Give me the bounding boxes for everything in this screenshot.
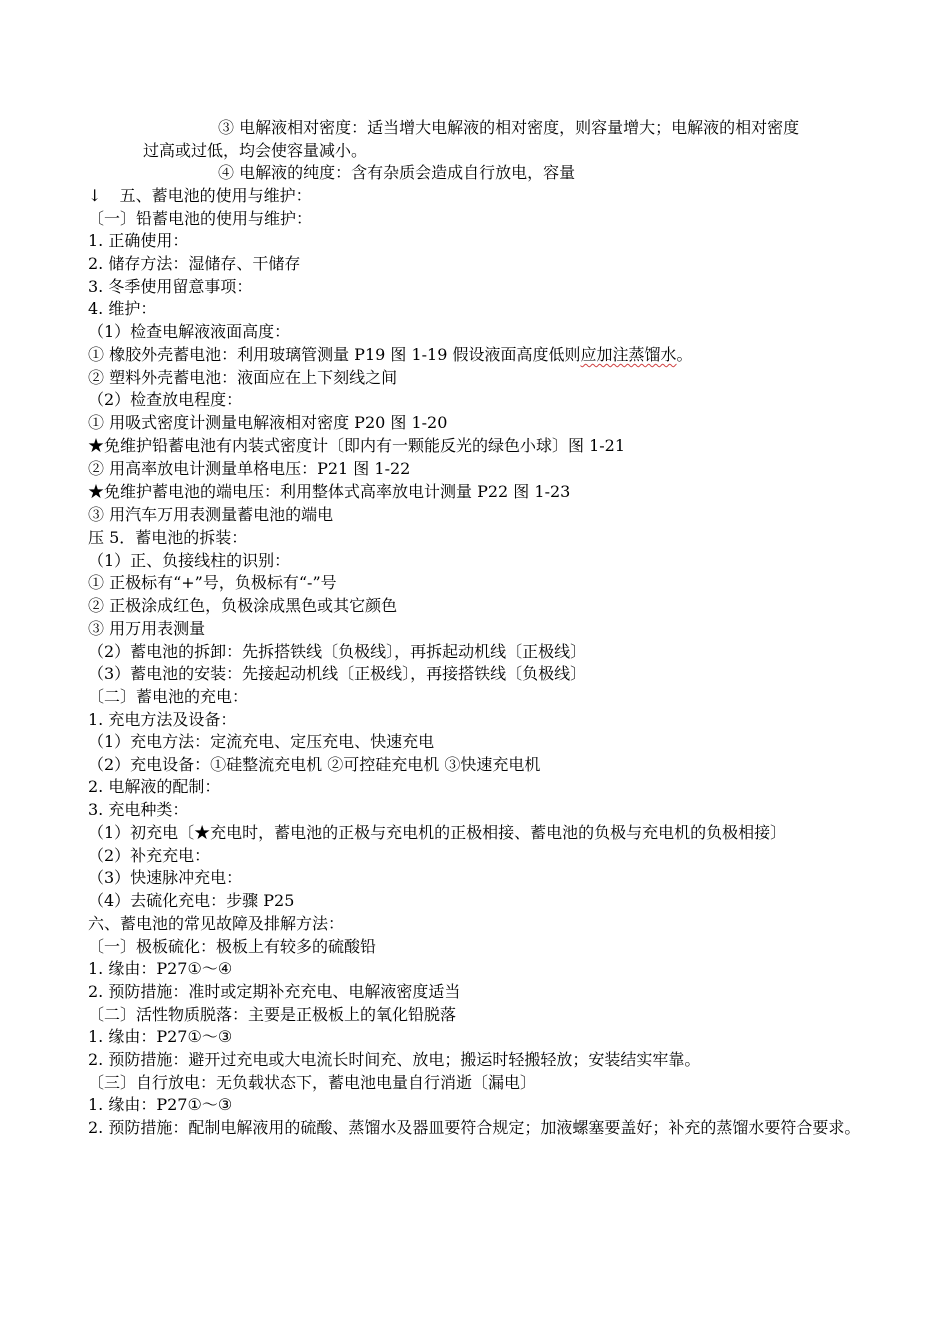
rubber-case-line — [88, 343, 693, 366]
fault-3-title: 〔三〕自行放电：无负载状态下，蓄电池电量自行消逝〔漏电〕 — [88, 1073, 537, 1092]
paragraph-electrolyte-density-line1: ③ 电解液相对密度：适当增大电解液的相对密度，则容量增大；电解液的相对密度 — [218, 118, 800, 137]
section-5-heading — [88, 184, 312, 207]
paragraph-electrolyte-density-line2: 过高或过低，均会使容量减小。 — [143, 141, 368, 160]
desulfation-charge-line: （4）去硫化充电：步骤 P25 — [88, 891, 295, 910]
initial-charge-line: （1）初充电〔★充电时，蓄电池的正极与充电机的正极相接、蓄电池的负极与充电机的负极相接〕 — [88, 823, 787, 842]
section-6-title: 六、蓄电池的常见故障及排解方法： — [88, 914, 345, 933]
fault-1-prevention: 2. 预防措施：准时或定期补充充电、电解液密度适当 — [88, 982, 461, 1001]
fault-2-title: 〔二〕活性物质脱落：主要是正极板上的氧化铅脱落 — [88, 1005, 457, 1024]
list-item: 1. 正确使用： — [88, 231, 189, 250]
terminal-identification-item: ① 正极标有“+”号，负极标有“-”号 — [88, 573, 337, 592]
paragraph-electrolyte-purity: ④ 电解液的纯度：含有杂质会造成自行放电，容量 — [218, 163, 576, 182]
fault-3-cause: 1. 缘由：P27①～③ — [88, 1095, 233, 1114]
fault-2-cause: 1. 缘由：P27①～③ — [88, 1027, 233, 1046]
terminal-identification-heading: （1）正、负接线柱的识别： — [88, 551, 291, 570]
section-5-title: 五、蓄电池的使用与维护： — [119, 186, 312, 205]
list-item: 3. 充电种类： — [88, 800, 189, 819]
fault-3-prevention: 2. 预防措施：配制电解液用的硫酸、蒸馏水及器皿要符合规定；加液螺塞要盖好；补充的蒸馏水要符合要求。 — [88, 1118, 861, 1137]
list-item: 3. 冬季使用留意事项： — [88, 277, 253, 296]
multimeter-line: ③ 用汽车万用表测量蓄电池的端电 — [88, 505, 334, 524]
rubber-case-end: 。 — [676, 345, 693, 364]
charge-methods-line: （1）充电方法：定流充电、定压充电、快速充电 — [88, 732, 435, 751]
fault-2-prevention: 2. 预防措施：避开过充电或大电流长时间充、放电；搬运时轻搬轻放；安装结实牢靠。 — [88, 1050, 701, 1069]
battery-removal-line: （2）蓄电池的拆卸：先拆搭铁线〔负极线〕，再拆起动机线〔正极线〕 — [88, 642, 587, 661]
star-note-hydrometer: ★免维护铅蓄电池有内装式密度计〔即内有一颗能反光的绿色小球〕图 1-21 — [88, 436, 626, 455]
star-note-terminal-voltage: ★免维护蓄电池的端电压：利用整体式高率放电计测量 P22 图 1-23 — [88, 482, 571, 501]
pulse-charge-line: （3）快速脉冲充电： — [88, 868, 243, 887]
supplementary-charge-line: （2）补充充电： — [88, 846, 211, 865]
charge-equipment-line: （2）充电设备：①硅整流充电机 ②可控硅充电机 ③快速充电机 — [88, 755, 541, 774]
list-item: 4. 维护： — [88, 299, 157, 318]
spellcheck-flagged-text: 应加注蒸馏水 — [580, 345, 677, 364]
subsection-2-title: 〔二〕蓄电池的充电： — [88, 687, 249, 706]
battery-install-line: （3）蓄电池的安装：先接起动机线〔正极线〕，再接搭铁线〔负极线〕 — [88, 664, 587, 683]
disassembly-heading: 压 5．蓄电池的拆装： — [88, 528, 248, 547]
list-item: 1. 充电方法及设备： — [88, 710, 237, 729]
terminal-identification-item: ② 正极涂成红色，负极涂成黑色或其它颜色 — [88, 596, 398, 615]
rubber-case-text: ① 橡胶外壳蓄电池：利用玻璃管测量 P19 图 1-19 假设液面高度低则 — [88, 345, 581, 364]
arrow-down-icon: ↓ — [88, 186, 102, 205]
check-level-heading: （1）检查电解液液面高度： — [88, 322, 291, 341]
hydrometer-line: ① 用吸式密度计测量电解液相对密度 P20 图 1-20 — [88, 413, 448, 432]
subsection-1-title: 〔一〕铅蓄电池的使用与维护： — [88, 209, 313, 228]
plastic-case-line: ② 塑料外壳蓄电池：液面应在上下刻线之间 — [88, 368, 398, 387]
list-item: 2. 电解液的配制： — [88, 777, 221, 796]
fault-1-cause: 1. 缘由：P27①～④ — [88, 959, 233, 978]
check-discharge-heading: （2）检查放电程度： — [88, 390, 243, 409]
fault-1-title: 〔一〕极板硫化：极板上有较多的硫酸铅 — [88, 937, 377, 956]
terminal-identification-item: ③ 用万用表测量 — [88, 619, 206, 638]
high-rate-tester-line: ② 用高率放电计测量单格电压：P21 图 1-22 — [88, 459, 411, 478]
list-item: 2. 储存方法：湿储存、干储存 — [88, 254, 301, 273]
